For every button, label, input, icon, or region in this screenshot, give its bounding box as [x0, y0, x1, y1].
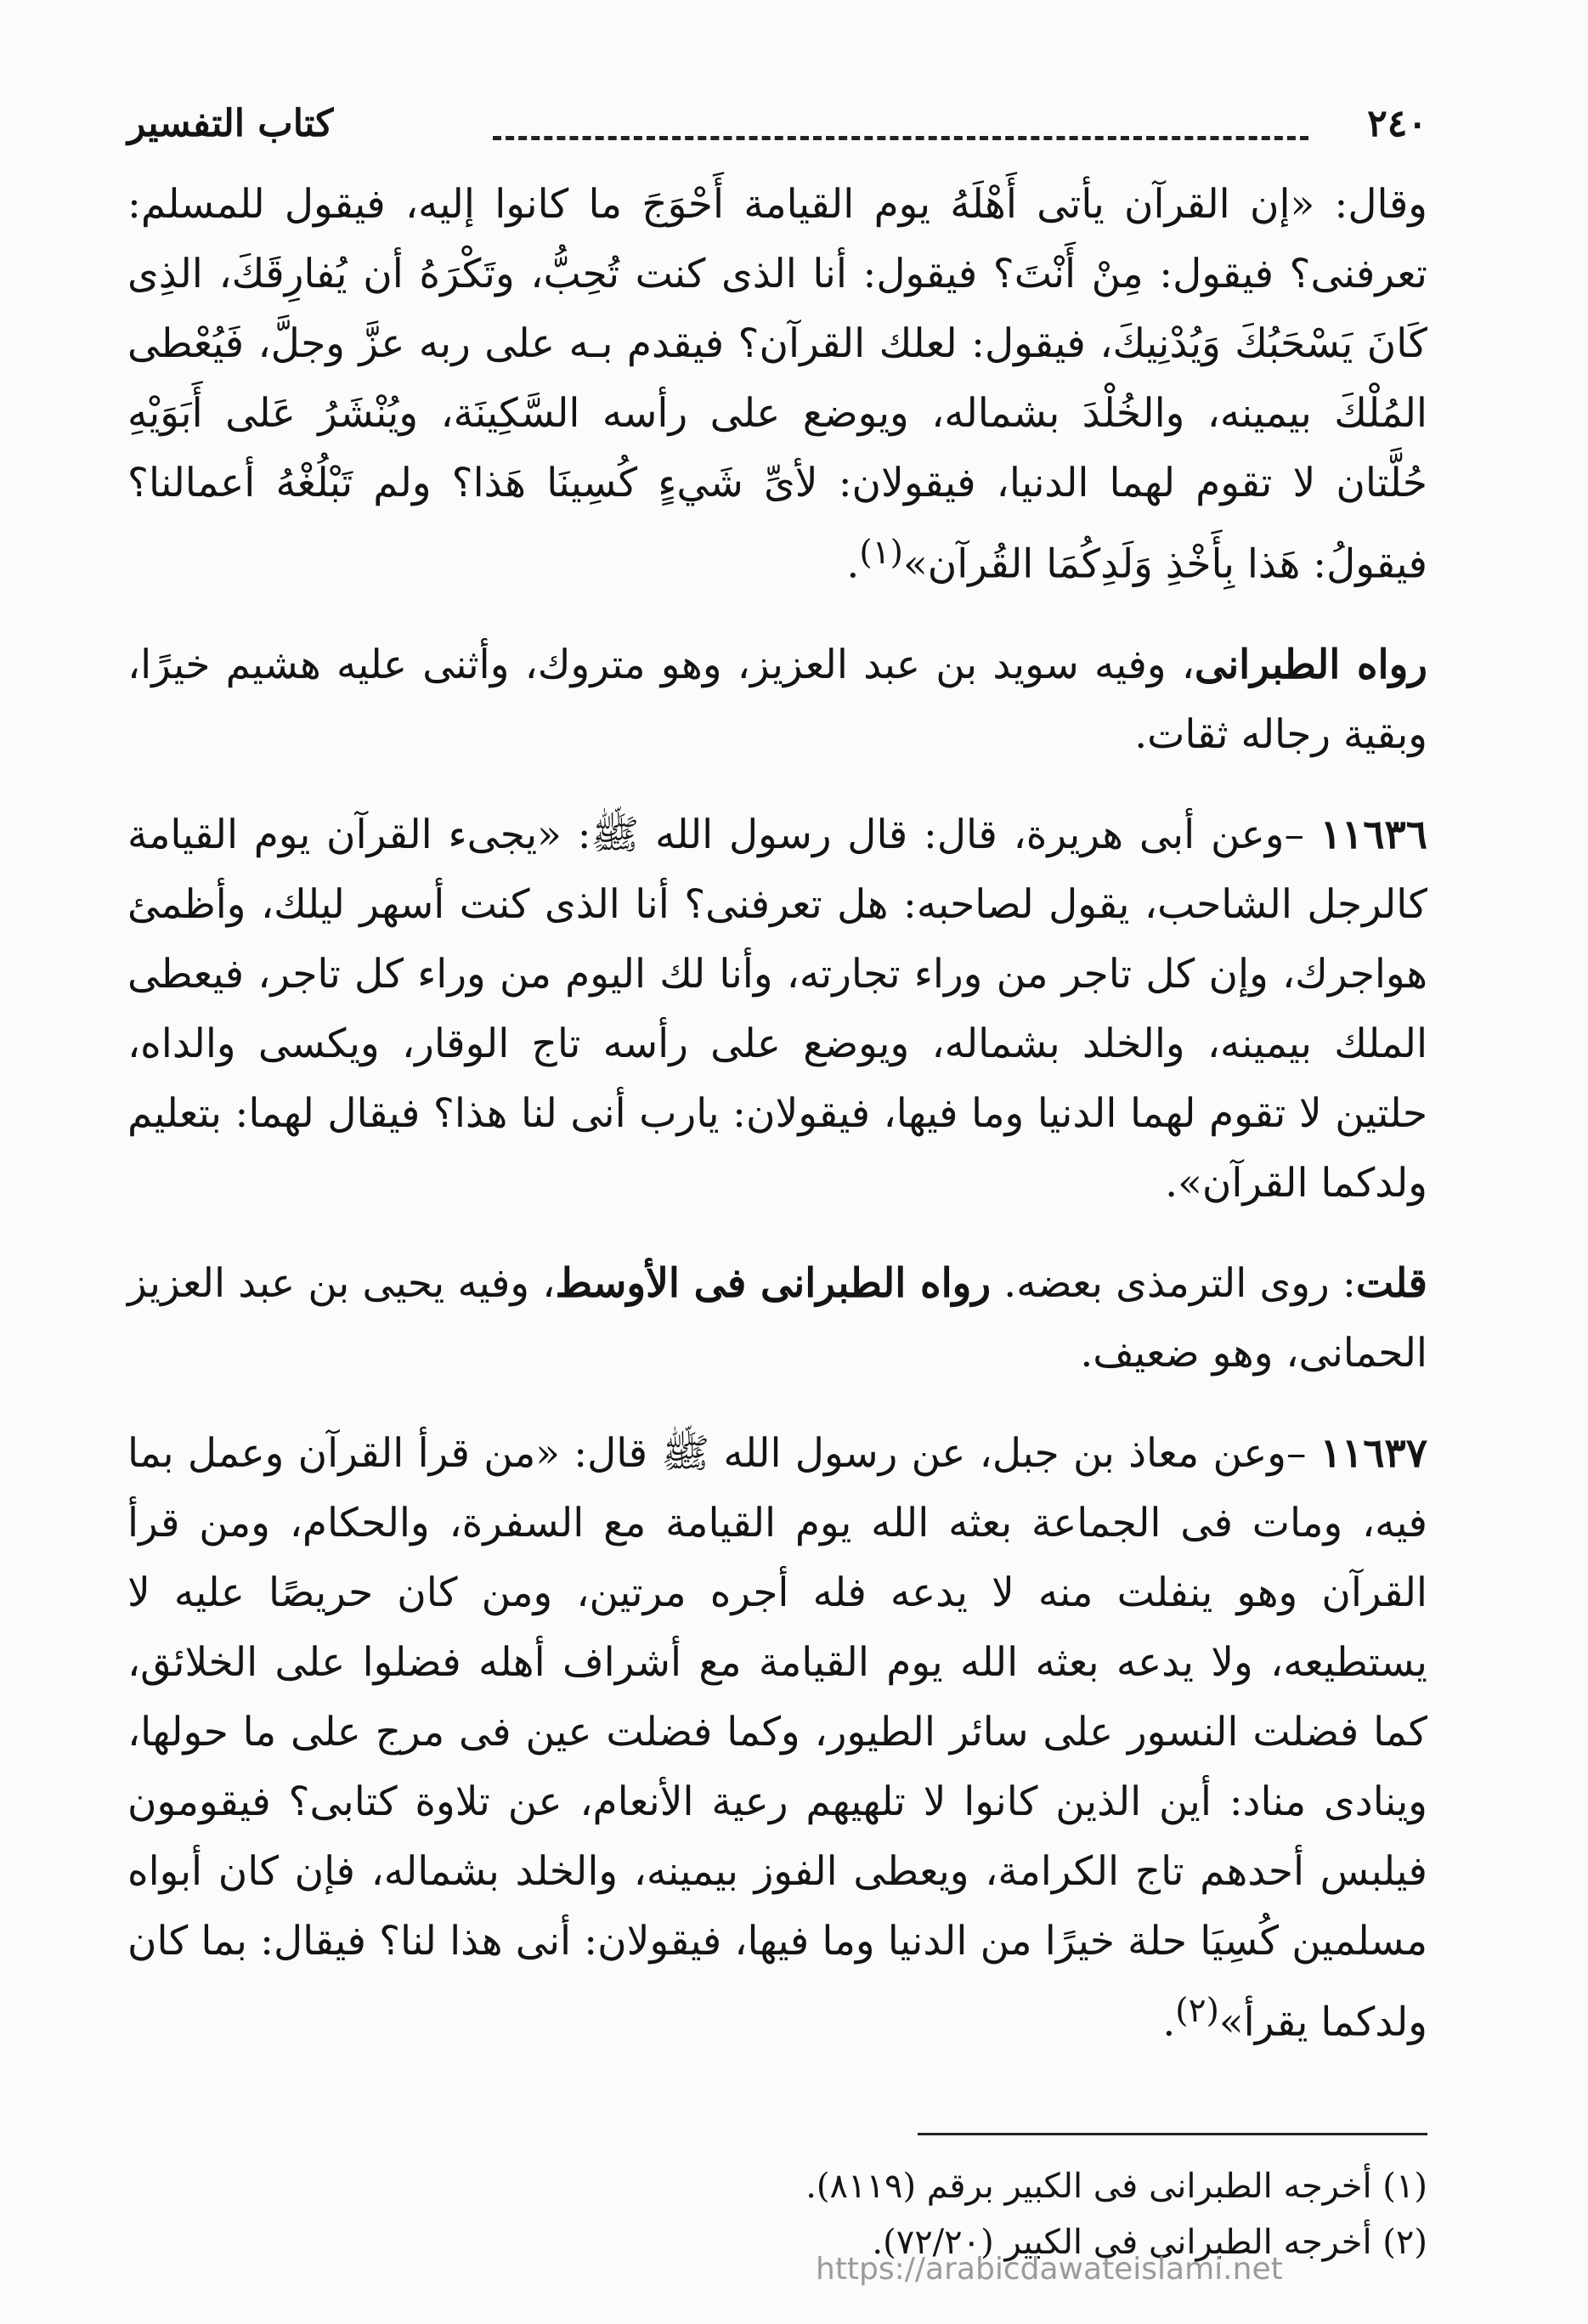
- footnote-rule: [918, 2133, 1427, 2135]
- watermark-url: https://arabicdawateislami.net: [816, 2252, 1283, 2287]
- paragraph-narration-grading: [127, 630, 1427, 770]
- paragraph-hadith-11636: [127, 800, 1427, 1219]
- paragraph-text: –وعن أبى هريرة، قال: قال رسول الله ﷺ: «يجىء القرآن يوم القيامة كالرجل الشاحب، يقول لصاحبه: هل تعرفنى؟ أنا الذى كنت أسهر ليلك، وأظمئ هواجرك، وإن كل تاجر من وراء تجارته، وأنا لك اليوم من وراء كل تاجر، فيعطى الملك بيمينه، والخلد بشماله، ويوضع على رأسه تاج الوقار، ويكسى والداه، حلتين لا تقوم لهما الدنيا وما فيها، فيقولان: يارب أنى لنا هذا؟ فيقال لهما: بتعليم ولدكما القرآن».: [127, 811, 1427, 1207]
- narrator-bold: رواه الطبرانى: [1194, 641, 1427, 688]
- page-header: [127, 93, 1427, 156]
- page-body: [127, 170, 1427, 2088]
- paragraph-hadith-11637: ١١٦٣٧ –وعن معاذ بن جبل، عن رسول الله ﷺ قال: «من قرأ القرآن وعمل بما فيه، ومات فى الجماعة بعثه الله يوم القيامة مع السفرة، والحكام، ومن قرأ القرآن وهو ينفلت منه لا يدعه فله أجره مرتين، ومن كان حريصًا عليه لا يستطيعه، ولا يدعه بعثه الله يوم القيامة مع أشراف أهله فضلوا على الخلائق، كما فضلت النسور على سائر الطيور، وكما فضلت عين فى مرج على ما حولها، وينادى مناد: أين الذين كانوا لا تلهيهم رعية الأنعام، عن تلاوة كتابى؟ فيقومون فيلبس أحدهم تاج الكرامة، ويعطى الفوز بيمينه، والخلد بشماله، فإن كان أبواه مسلمين كُسِيَا حلة خيرًا من الدنيا وما فيها، فيقولان: أنى هذا لنا؟ فيقال: بما كان ولدكما يقرأ»$^{(٢)}$.: [127, 1429, 1427, 2046]
- footnote-2: (٢) أخرجه الطبرانى فى الكبير (٧٢/٢٠).: [872, 2223, 1427, 2262]
- book-title: كتاب التفسير: [127, 102, 334, 145]
- paragraph-text: ، وفيه سويد بن عبد العزيز، وهو متروك، وأثنى عليه هشيم خيرًا، وبقية رجاله ثقات.: [127, 641, 1427, 758]
- footnote-1: (١) أخرجه الطبرانى فى الكبير برقم (٨١١٩).: [805, 2167, 1427, 2206]
- paragraph-text: وقال: «إن القرآن يأتى أَهْلَهُ يوم القيامة أَحْوَجَ ما كانوا إليه، فيقول للمسلم: تعرفنى؟ فيقول: مِنْ أَنْتَ؟ فيقول: أنا الذى كنت تُحِبُّ، وتَكْرَهُ أن يُفارِقَكَ، الذِى كَانَ يَسْحَبُكَ وَيُدْنِيكَ، فيقول: لعلك القرآن؟ فيقدم بـه على ربه عزَّ وجلَّ، فَيُعْطى المُلْكَ بيمينه، والخُلْدَ بشماله، ويوضع على رأسه السَّكِينَة، ويُنْشَرُ عَلى أَبَوَيْهِ حُلَّتان لا تقوم لهما الدنيا، فيقولان: لأىِّ شَيءٍ كُسِينَا هَذا؟ ولم تَبْلُغْهُ أعمالنا؟ فيقولُ: هَذا بِأَخْذِ وَلَدِكُمَا القُرآن»: [127, 181, 1427, 588]
- header-dashed-rule: [493, 136, 1308, 140]
- paragraph-text-a: : روى الترمذى بعضه.: [991, 1259, 1356, 1307]
- page-number: ٢٤٠: [1367, 102, 1427, 145]
- paragraph-text: –وعن معاذ بن جبل، عن رسول الله ﷺ قال: «من قرأ القرآن وعمل بما فيه، ومات فى الجماعة بعثه الله يوم القيامة مع السفرة، والحكام، ومن قرأ القرآن وهو ينفلت منه لا يدعه فله أجره مرتين، ومن كان حريصًا عليه لا يستطيعه، ولا يدعه بعثه الله يوم القيامة مع أشراف أهله فضلوا على الخلائق، كما فضلت النسور على سائر الطيور، وكما فضلت عين فى مرج على ما حولها، وينادى مناد: أين الذين كانوا لا تلهيهم رعية الأنعام، عن تلاوة كتابى؟ فيقومون فيلبس أحدهم تاج الكرامة، ويعطى الفوز بيمينه، والخلد بشماله، فإن كان أبواه مسلمين كُسِيَا حلة خيرًا من الدنيا وما فيها، فيقولان: أنى هذا لنا؟ فيقال: بما كان ولدكما يقرأ»: [127, 1429, 1427, 2046]
- footnote-ref: (٢): [1175, 1991, 1219, 2030]
- paragraph-quran-intercession: وقال: «إن القرآن يأتى أَهْلَهُ يوم القيامة أَحْوَجَ ما كانوا إليه، فيقول للمسلم: تعرفنى؟ فيقول: مِنْ أَنْتَ؟ فيقول: أنا الذى كنت تُحِبُّ، وتَكْرَهُ أن يُفارِقَكَ، الذِى كَانَ يَسْحَبُكَ وَيُدْنِيكَ، فيقول: لعلك القرآن؟ فيقدم بـه على ربه عزَّ وجلَّ، فَيُعْطى المُلْكَ بيمينه، والخُلْدَ بشماله، ويوضع على رأسه السَّكِينَة، ويُنْشَرُ عَلى أَبَوَيْهِ حُلَّتان لا تقوم لهما الدنيا، فيقولان: لأىِّ شَيءٍ كُسِينَا هَذا؟ ولم تَبْلُغْهُ أعمالنا؟ فيقولُ: هَذا بِأَخْذِ وَلَدِكُمَا القُرآن»$^{(١)}$.: [127, 181, 1427, 588]
- hadith-number: ١١٦٣٧: [1320, 1429, 1427, 1477]
- paragraph-commentary: [127, 1249, 1427, 1388]
- paragraph-text-b: ، وفيه يحيى بن عبد العزيز الحمانى، وهو ضعيف.: [127, 1259, 1427, 1377]
- source-bold: رواه الطبرانى فى الأوسط: [555, 1259, 992, 1307]
- hadith-number: ١١٦٣٦: [1320, 811, 1427, 858]
- footnote-ref: (١): [859, 534, 903, 572]
- book-page: [127, 59, 1427, 2269]
- commentary-lead: قلت: [1355, 1259, 1427, 1307]
